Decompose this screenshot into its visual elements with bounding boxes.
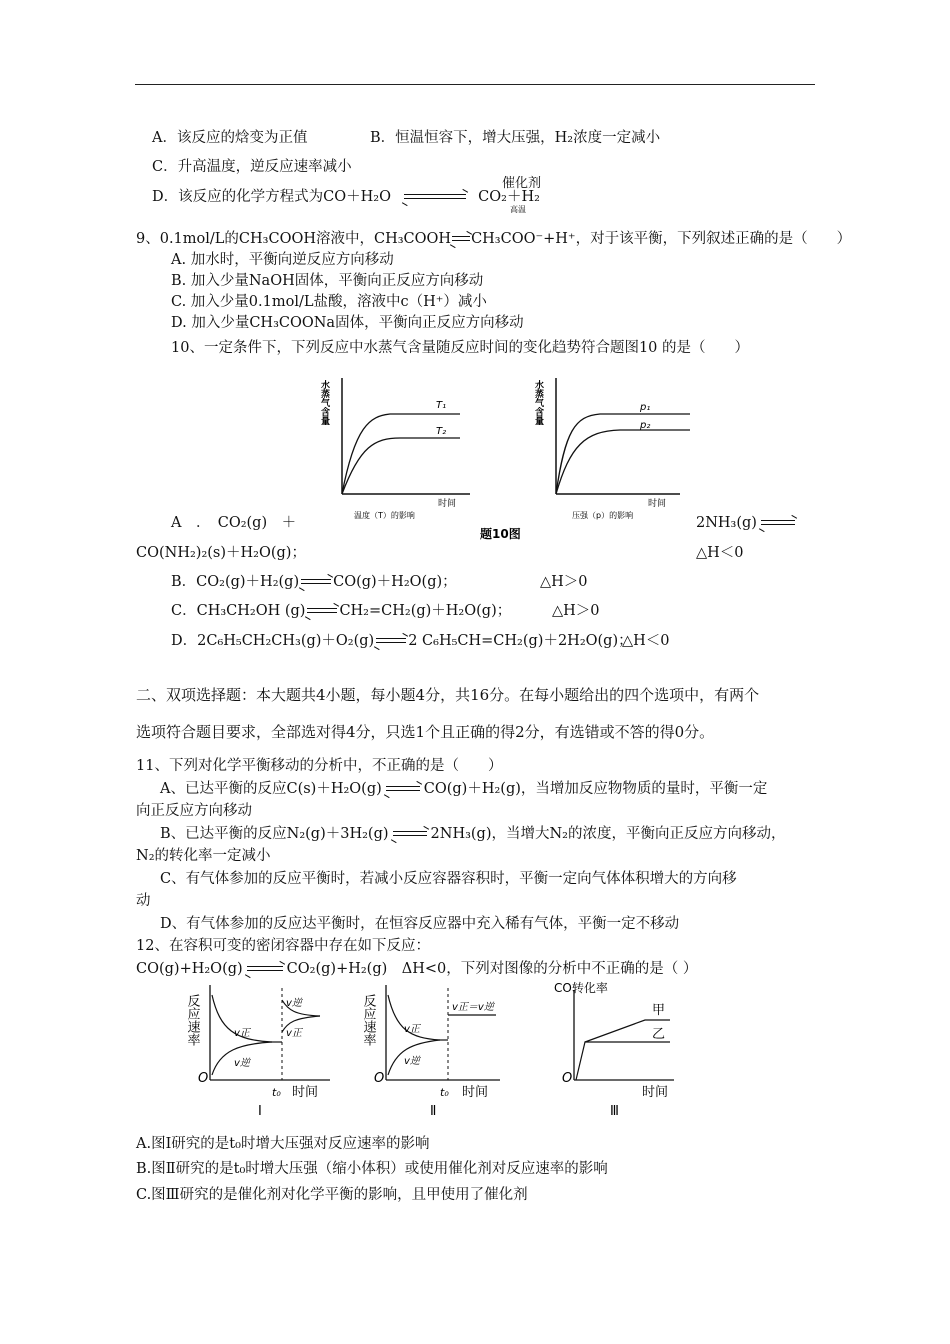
g2-label: Ⅱ [430,1104,437,1119]
q8-option-d-products: CO₂＋H₂ [478,189,540,205]
equilibrium-arrow-icon [247,964,283,974]
g3-jia: 甲 [652,1003,666,1018]
g1-label: Ⅰ [258,1104,262,1119]
q11-option-a-part2: CO(g)＋H₂(g)，当增加反应物物质的量时，平衡一定 [423,781,768,797]
q11-option-c-line2: 动 [136,893,151,909]
g3-origin: O [562,1071,573,1086]
q11-option-b-line2: N₂的转化率一定减小 [136,848,271,864]
q8-option-c: C．升高温度，逆反应速率减小 [152,159,352,175]
section2-line2: 选项符合题目要求，全部选对得4分，只选1个且正确的得2分，有选错或不答的得0分。 [136,723,715,741]
g1-vfwd-after-label: v正 [286,1028,302,1039]
q10-option-b [171,573,457,591]
right-caption: 压强（p）的影响 [572,511,634,520]
q10-option-c [171,602,511,620]
q11-option-c: C、有气体参加的反应平衡时，若减小反应容器容积时，平衡一定向气体体积增大的方向移 [160,871,737,887]
catalyst-label: 催化剂 [502,176,542,191]
heat-label: 高温 [510,205,526,214]
g2-vrev-label: v逆 [404,1056,420,1067]
q10-option-a-line2: CO(NH₂)₂(s)＋H₂O(g)； [136,545,306,561]
q8-option-b: B．恒温恒容下，增大压强，H₂浓度一定减小 [370,130,661,146]
q12-equation-reactants: CO(g)+H₂O(g) [136,961,243,977]
g2-ylabel: 反应速率 [360,994,376,1046]
q10-option-d-reactants: D．2C₆H₅CH₂CH₃(g)＋O₂(g) [171,633,375,649]
right-ylabel: 水蒸气含量 [533,380,543,425]
q10-option-d-products: 2 C₆H₅CH=CH₂(g)＋2H₂O(g)； [408,633,633,649]
q11-option-b-part1: B、已达平衡的反应N₂(g)＋3H₂(g) [160,826,389,842]
q12-equation-rest: CO₂(g)+H₂(g) ΔH<0，下列对图像的分析中不正确的是（ ） [286,961,698,977]
g1-origin: O [198,1071,209,1086]
q12-figure [184,980,710,1120]
g1-xlabel: 时间 [292,1085,319,1100]
q9-option-c: C. 加入少量0.1mol/L盐酸，溶液中c（H⁺）减小 [171,294,487,310]
q10-option-a-right [696,514,799,532]
q10-option-b-reactants: B．CO₂(g)＋H₂(g) [171,574,300,590]
q10-option-c-products: CH₂=CH₂(g)＋H₂O(g)； [339,603,512,619]
q11-option-d: D、有气体参加的反应达平衡时，在恒容反应器中充入稀有气体，平衡一定不移动 [160,916,680,932]
curve-p2 [556,430,690,494]
q10-option-b-dh: △H＞0 [540,574,588,590]
g2-vfwd-label: v正 [404,1024,420,1035]
q9-option-b: B. 加入少量NaOH固体，平衡向正反应方向移动 [171,273,484,289]
left-series-t2: T₂ [436,426,447,437]
q12-option-b: B.图Ⅱ研究的是t₀时增大压强（缩小体积）或使用催化剂对反应速率的影响 [136,1161,608,1177]
q10-option-b-products: CO(g)＋H₂O(g)； [333,574,457,590]
q10-figure [320,366,700,546]
g1-vrev-after-label: v逆 [286,998,302,1009]
g3-label: Ⅲ [610,1104,619,1119]
q9-stem [136,230,851,248]
q12-option-c: C.图Ⅲ研究的是催化剂对化学平衡的影响，且甲使用了催化剂 [136,1187,528,1203]
curve-p1 [556,414,690,494]
g2-t0: t₀ [440,1086,449,1099]
g3-yi-curve [576,1042,670,1080]
right-xlabel: 时间 [648,499,667,509]
left-series-t1: T₁ [436,400,447,411]
q10-option-a-product: 2NH₃(g) [696,515,757,531]
curve-t2 [342,438,460,494]
q12-equation [136,960,697,978]
q10-option-a: A ． CO₂(g) ＋ [171,515,297,531]
q11-option-b-part2: 2NH₃(g)，当增大N₂的浓度，平衡向正反应方向移动， [430,826,786,842]
g3-ylabel: CO转化率 [554,981,608,995]
equilibrium-arrow-icon [386,784,420,794]
q12-stem: 12、在容积可变的密闭容器中存在如下反应： [136,938,430,954]
q9-option-d: D. 加入少量CH₃COONa固体，平衡向正反应方向移动 [171,315,524,331]
g1-ylabel: 反应速率 [184,994,200,1046]
left-caption: 温度（T）的影响 [354,511,415,520]
q11-option-a [160,780,767,798]
header-rule [135,84,815,85]
g1-vfwd-label: v正 [234,1028,250,1039]
g2-veq-label: v正＝v逆 [452,1002,494,1013]
q8-option-d [152,188,540,206]
q9-option-a: A. 加水时，平衡向逆反应方向移动 [171,252,394,268]
g1-vrev-label: v逆 [234,1058,250,1069]
q9-stem-part2: CH₃COO⁻+H⁺，对于该平衡，下列叙述正确的是（ ） [471,231,852,247]
right-series-p1: p₁ [640,402,651,413]
q8-option-a: A．该反应的焓变为正值 [152,130,308,146]
g2-xlabel: 时间 [462,1085,489,1100]
q10-stem: 10、一定条件下，下列反应中水蒸气含量随反应时间的变化趋势符合题图10 的是（ ） [171,340,750,356]
equilibrium-arrow-icon [393,829,427,839]
q11-stem: 11、下列对化学平衡移动的分析中，不正确的是（ ） [136,758,503,774]
equilibrium-arrow-icon [301,577,331,587]
q10-option-c-dh: △H＞0 [552,603,600,619]
right-series-p2: p₂ [640,420,651,431]
equilibrium-arrow-icon [376,636,406,646]
equilibrium-arrow-icon [307,606,337,616]
q9-stem-part1: 9、0.1mol/L的CH₃COOH溶液中，CH₃COOH [136,231,452,247]
equilibrium-arrow-icon [452,234,470,244]
equilibrium-arrow-icon [761,518,795,528]
q12-option-a: A.图Ⅰ研究的是t₀时增大压强对反应速率的影响 [136,1136,430,1152]
g3-yi: 乙 [652,1027,666,1042]
g1-t0: t₀ [272,1086,281,1099]
section2-line1: 二、双项选择题：本大题共4小题，每小题4分，共16分。在每小题给出的四个选项中，有两个 [136,686,760,704]
equilibrium-arrow-icon [404,192,466,202]
q11-option-a-line2: 向正反应方向移动 [136,803,252,819]
g2-origin: O [374,1071,385,1086]
left-xlabel: 时间 [438,499,457,509]
q11-option-a-part1: A、已达平衡的反应C(s)＋H₂O(g) [160,781,382,797]
q8-option-d-text: D．该反应的化学方程式为CO＋H₂O [152,189,391,205]
g3-xlabel: 时间 [642,1085,669,1100]
left-ylabel: 水蒸气含量 [319,380,329,425]
q10-option-d-dh: △H＜0 [622,633,670,649]
q11-option-b [160,825,786,843]
figure-title: 题10图 [480,527,521,541]
q10-option-c-reactants: C．CH₃CH₂OH (g) [171,603,306,619]
q10-option-a-dh: △H＜0 [696,545,744,561]
q10-option-d [171,632,633,650]
